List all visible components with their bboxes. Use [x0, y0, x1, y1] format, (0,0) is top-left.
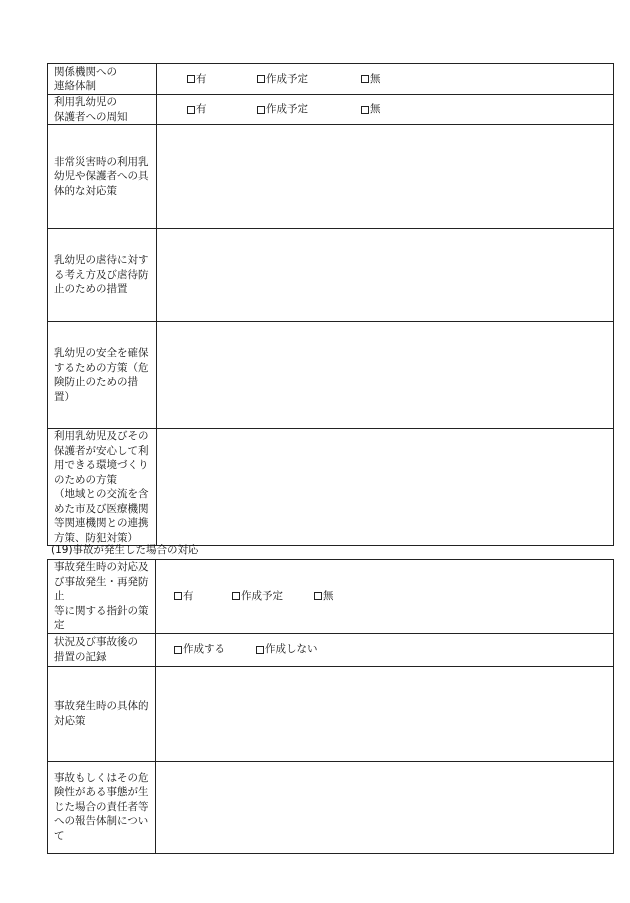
checkbox-icon[interactable]: [174, 646, 182, 654]
checkbox-icon[interactable]: [361, 75, 369, 83]
option-planned[interactable]: 作成予定: [257, 72, 361, 87]
option-will-create[interactable]: 作成する: [174, 642, 256, 657]
option-none[interactable]: 無: [361, 72, 381, 87]
table-row: [48, 229, 614, 322]
safety-measures-field[interactable]: [157, 322, 614, 429]
checkbox-icon[interactable]: [187, 106, 195, 114]
row-label-liaison-system: 関係機関への 連絡体制: [48, 64, 157, 95]
option-yes[interactable]: 有: [174, 589, 232, 604]
table-row: [48, 633, 614, 666]
liaison-system-options: [157, 64, 614, 95]
row-label-accident-response: 事故発生時の具体的 対応策: [48, 666, 156, 761]
option-planned[interactable]: 作成予定: [257, 102, 361, 117]
table-row: [48, 560, 614, 634]
option-will-not-create[interactable]: 作成しない: [256, 642, 318, 657]
table-row: [48, 64, 614, 95]
accident-guideline-options: [156, 560, 614, 634]
option-planned[interactable]: 作成予定: [232, 589, 314, 604]
table-row: [48, 429, 614, 546]
row-label-incident-record: 状況及び事故後の 措置の記録: [48, 633, 156, 666]
row-label-safety-measures: 乳幼児の安全を確保 するための方策（危 険防止のための措 置）: [48, 322, 157, 429]
option-yes[interactable]: 有: [187, 102, 257, 117]
checkbox-icon[interactable]: [174, 592, 182, 600]
row-label-guardian-notice: 利用乳幼児の 保護者への周知: [48, 95, 157, 125]
incident-record-options: [156, 633, 614, 666]
row-label-abuse-prevention: 乳幼児の虐待に対す る考え方及び虐待防 止のための措置: [48, 229, 157, 322]
table-row: [48, 322, 614, 429]
environment-measures-field[interactable]: [157, 429, 614, 546]
row-label-disaster-measures: 非常災害時の利用乳 幼児や保護者への具 体的な対応策: [48, 125, 157, 229]
option-none[interactable]: 無: [361, 102, 381, 117]
facility-form-table: [47, 63, 614, 546]
option-none[interactable]: 無: [314, 589, 334, 604]
checkbox-icon[interactable]: [257, 75, 265, 83]
reporting-system-field[interactable]: [156, 761, 614, 853]
table-row: [48, 125, 614, 229]
checkbox-icon[interactable]: [314, 592, 322, 600]
checkbox-icon[interactable]: [232, 592, 240, 600]
checkbox-icon[interactable]: [187, 75, 195, 83]
accident-form-table: [47, 559, 614, 854]
guardian-notice-options: [157, 95, 614, 125]
row-label-accident-guideline: 事故発生時の対応及 び事故発生・再発防止 等に関する指針の策 定: [48, 560, 156, 634]
table-row: [48, 95, 614, 125]
row-label-reporting-system: 事故もしくはその危 険性がある事態が生 じた場合の責任者等 への報告体制につい て: [48, 761, 156, 853]
table-row: [48, 666, 614, 761]
accident-response-field[interactable]: [156, 666, 614, 761]
checkbox-icon[interactable]: [257, 106, 265, 114]
abuse-prevention-field[interactable]: [157, 229, 614, 322]
disaster-measures-field[interactable]: [157, 125, 614, 229]
checkbox-icon[interactable]: [256, 646, 264, 654]
section-title: (19)事故が発生した場合の対応: [51, 544, 199, 556]
checkbox-icon[interactable]: [361, 106, 369, 114]
table-row: [48, 761, 614, 853]
row-label-environment-measures: 利用乳幼児及びその 保護者が安心して利 用できる環境づくり のための方策 （地域との交流を含 めた市及び医療機関 等関連機関との連携 方策、防犯対策）: [48, 429, 157, 546]
option-yes[interactable]: 有: [187, 72, 257, 87]
